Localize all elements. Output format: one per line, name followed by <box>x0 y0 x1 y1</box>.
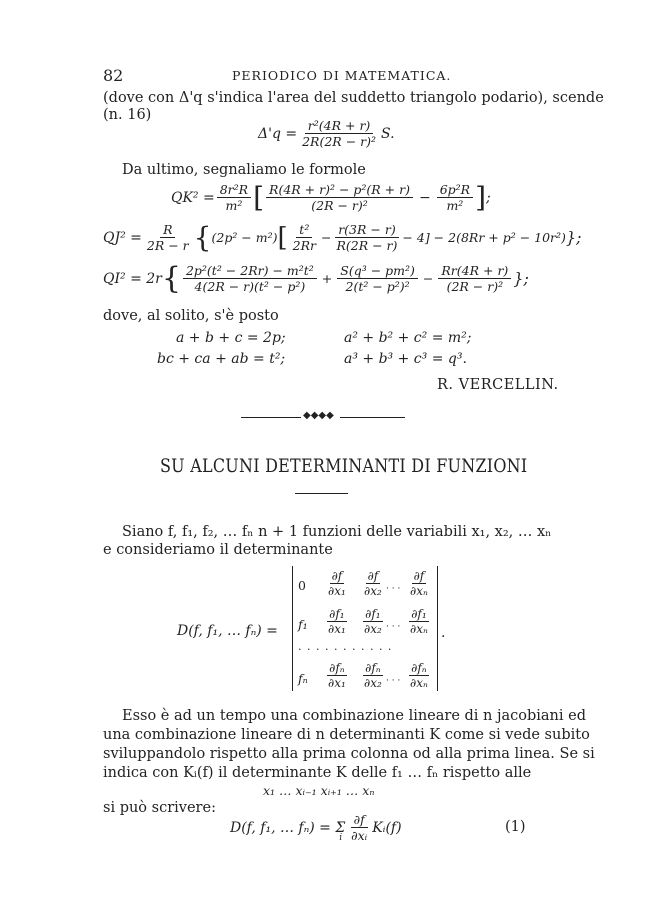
numerator: 6p²R <box>437 182 473 198</box>
eq-lhs: QI² = 2r <box>103 270 162 287</box>
author-signature: R. VERCELLIN. <box>437 377 559 393</box>
eq-lhs: Δ'q = <box>258 125 298 142</box>
text-line: sviluppandolo rispetto alla prima colonna od alla prima linea. Se si <box>103 746 595 762</box>
text-line: si può scrivere: <box>103 800 216 816</box>
definition: a + b + c = 2p; <box>176 330 286 346</box>
term: − 4] − 2(8Rr + p² − 10r²) <box>402 230 566 245</box>
term: (2p² − m²) <box>211 230 278 245</box>
numerator: t² <box>296 222 312 238</box>
det-dots: · · · <box>386 622 401 632</box>
fraction <box>266 182 413 213</box>
eq-lhs: QJ² = <box>103 229 142 246</box>
eq-end: ; <box>486 189 491 206</box>
denominator: ∂x₁ <box>328 622 346 636</box>
equation-number: (1) <box>505 819 526 835</box>
denominator: ∂xₙ <box>410 584 428 598</box>
denominator: ∂x₂ <box>364 676 382 690</box>
numerator: ∂f <box>413 569 425 583</box>
det-cell <box>408 568 430 598</box>
numerator: 2p²(t² − 2Rr) − m²t² <box>183 263 317 279</box>
fraction <box>348 812 370 843</box>
numerator: ∂f <box>367 569 379 583</box>
numerator: ∂fₙ <box>411 661 427 675</box>
operator: − <box>321 230 332 245</box>
fraction <box>217 182 251 213</box>
eq-lhs: D(f, f₁, … fₙ) = Σ <box>230 819 346 836</box>
denominator: ∂x₂ <box>364 622 382 636</box>
eq-end: }; <box>565 228 582 247</box>
fraction <box>299 118 379 149</box>
fraction <box>438 263 511 294</box>
eq-rhs: Kᵢ(f) <box>372 819 402 836</box>
text-line: Siano f, f₁, f₂, … fₙ n + 1 funzioni delle variabili x₁, x₂, … xₙ <box>122 524 552 540</box>
denominator: ∂x₁ <box>328 584 346 598</box>
numerator: ∂fₙ <box>329 661 345 675</box>
numerator: ∂fₙ <box>365 661 381 675</box>
equation-1 <box>230 812 402 843</box>
definition: a³ + b³ + c³ = q³. <box>344 351 467 367</box>
det-right-bar <box>437 566 438 691</box>
det-vdots: . . . . . . . . . . . <box>298 640 393 653</box>
equation-qi: QI² = 2r { $\frac{\text{2p²(t² − 2Rr) − m²t²}}{\text{4(2R − r)(t² − p²)}}$ + $\frac{\text{S(q³ − pm²)}}{\text{2(t² − p²)²}}$ − $\frac{Rr(4R + r)}{\text{(2R − r)²}}$ }; <box>103 260 529 296</box>
text-line: indica con Kᵢ(f) il determinante K delle f₁ … fₙ rispetto alle <box>103 765 532 781</box>
text-line: (n. 16) <box>103 107 152 123</box>
det-cell <box>362 660 384 690</box>
running-title: PERIODICO DI MATEMATICA. <box>232 68 452 83</box>
eq-rhs: S. <box>381 125 395 142</box>
denominator: ∂x₂ <box>364 584 382 598</box>
det-cell <box>408 606 430 636</box>
numerator: r²(4R + r) <box>305 118 374 134</box>
text-line: una combinazione lineare di n determinanti K come si vede subito <box>103 727 590 743</box>
det-cell <box>408 660 430 690</box>
numerator: ∂f₁ <box>411 607 427 621</box>
denominator: 2R − r <box>146 238 189 253</box>
det-lhs: D(f, f₁, … fₙ) = <box>177 623 278 639</box>
denominator: 4(2R − r)(t² − p²) <box>194 279 306 294</box>
det-left-bar <box>292 566 293 691</box>
text-line: dove, al solito, s'è posto <box>103 308 279 324</box>
numerator: ∂f₁ <box>329 607 345 621</box>
text-line: e consideriamo il determinante <box>103 542 333 558</box>
det-cell <box>326 568 348 598</box>
denominator: (2R − r)² <box>446 279 504 294</box>
det-cell: 0 <box>298 578 306 593</box>
numerator: S(q³ − pm²) <box>337 263 418 279</box>
denominator: ∂xᵢ <box>351 828 368 843</box>
det-end: . <box>441 625 446 641</box>
operator: − <box>422 271 434 286</box>
det-dots: · · · <box>386 584 401 594</box>
equation-delta <box>258 118 395 149</box>
det-cell <box>326 660 348 690</box>
fraction <box>290 222 319 253</box>
denominator: m² <box>225 198 243 213</box>
numerator: r(3R − r) <box>335 222 399 238</box>
denominator: R(2R − r) <box>336 238 398 253</box>
det-cell <box>362 568 384 598</box>
fraction <box>333 222 400 253</box>
denominator: 2Rr <box>292 238 316 253</box>
numerator: 8r²R <box>217 182 251 198</box>
numerator: ∂f <box>351 812 368 828</box>
eq-end: }; <box>513 269 529 288</box>
sum-index: i <box>339 833 343 843</box>
fraction <box>437 182 473 213</box>
separator-ornament: ◆◆◆◆ <box>303 410 334 421</box>
fraction <box>337 263 418 294</box>
det-cell <box>326 606 348 636</box>
definition: a² + b² + c² = m²; <box>344 330 472 346</box>
section-separator-left <box>241 417 301 418</box>
text-line: (dove con Δ'q s'indica l'area del suddetto triangolo podario), scende <box>103 90 604 106</box>
text-line: Da ultimo, segnaliamo le formole <box>122 162 366 178</box>
det-cell <box>362 606 384 636</box>
operator: + <box>321 271 333 286</box>
section-title: SU ALCUNI DETERMINANTI DI FUNZIONI <box>160 455 528 477</box>
text-line: Esso è ad un tempo una combinazione lineare di n jacobiani ed <box>122 708 587 724</box>
denominator: ∂xₙ <box>410 676 428 690</box>
numerator: Rr(4R + r) <box>438 263 511 279</box>
denominator: (2R − r)² <box>311 198 368 213</box>
definition: bc + ca + ab = t²; <box>157 351 286 367</box>
variables-line: x₁ … xᵢ₋₁ xᵢ₊₁ … xₙ <box>263 783 375 798</box>
det-cell: fₙ <box>298 671 308 686</box>
det-dots: · · · <box>386 676 401 686</box>
denominator: 2(t² − p²)² <box>345 279 410 294</box>
page-number: 82 <box>103 66 124 85</box>
denominator: 2R(2R − r)² <box>302 134 376 149</box>
denominator: m² <box>446 198 464 213</box>
eq-lhs: QK² = <box>171 189 215 206</box>
fraction <box>144 222 192 253</box>
title-underline <box>295 493 348 494</box>
operator: − <box>418 189 431 206</box>
denominator: ∂xₙ <box>410 622 428 636</box>
numerator: ∂f₁ <box>365 607 381 621</box>
fraction <box>183 263 317 294</box>
equation-qk: QK² = $\frac{\text{8r²R}}{\text{m²}}$ [ $\frac{\text{R(4R + r)² − p²(R + r)}}{\text{(2R − r)²}}$ − $\frac{\text{6p²R}}{\text{m²}}$ ] ; <box>171 180 491 214</box>
denominator: ∂x₁ <box>328 676 346 690</box>
numerator: R <box>160 222 175 238</box>
section-separator-right <box>340 417 405 418</box>
numerator: ∂f <box>331 569 343 583</box>
equation-qj: QJ² = $\frac{R}{2R - r}$ { (2p² − m²) [ $\frac{\text{t²}}{2Rr}$ − $\frac{r(3R - r)}{R(2R - r)}$ − 4] − 2(8Rr + p² − 10r²) }; <box>103 220 582 254</box>
numerator: R(4R + r)² − p²(R + r) <box>266 182 413 198</box>
det-cell: f₁ <box>298 617 308 632</box>
